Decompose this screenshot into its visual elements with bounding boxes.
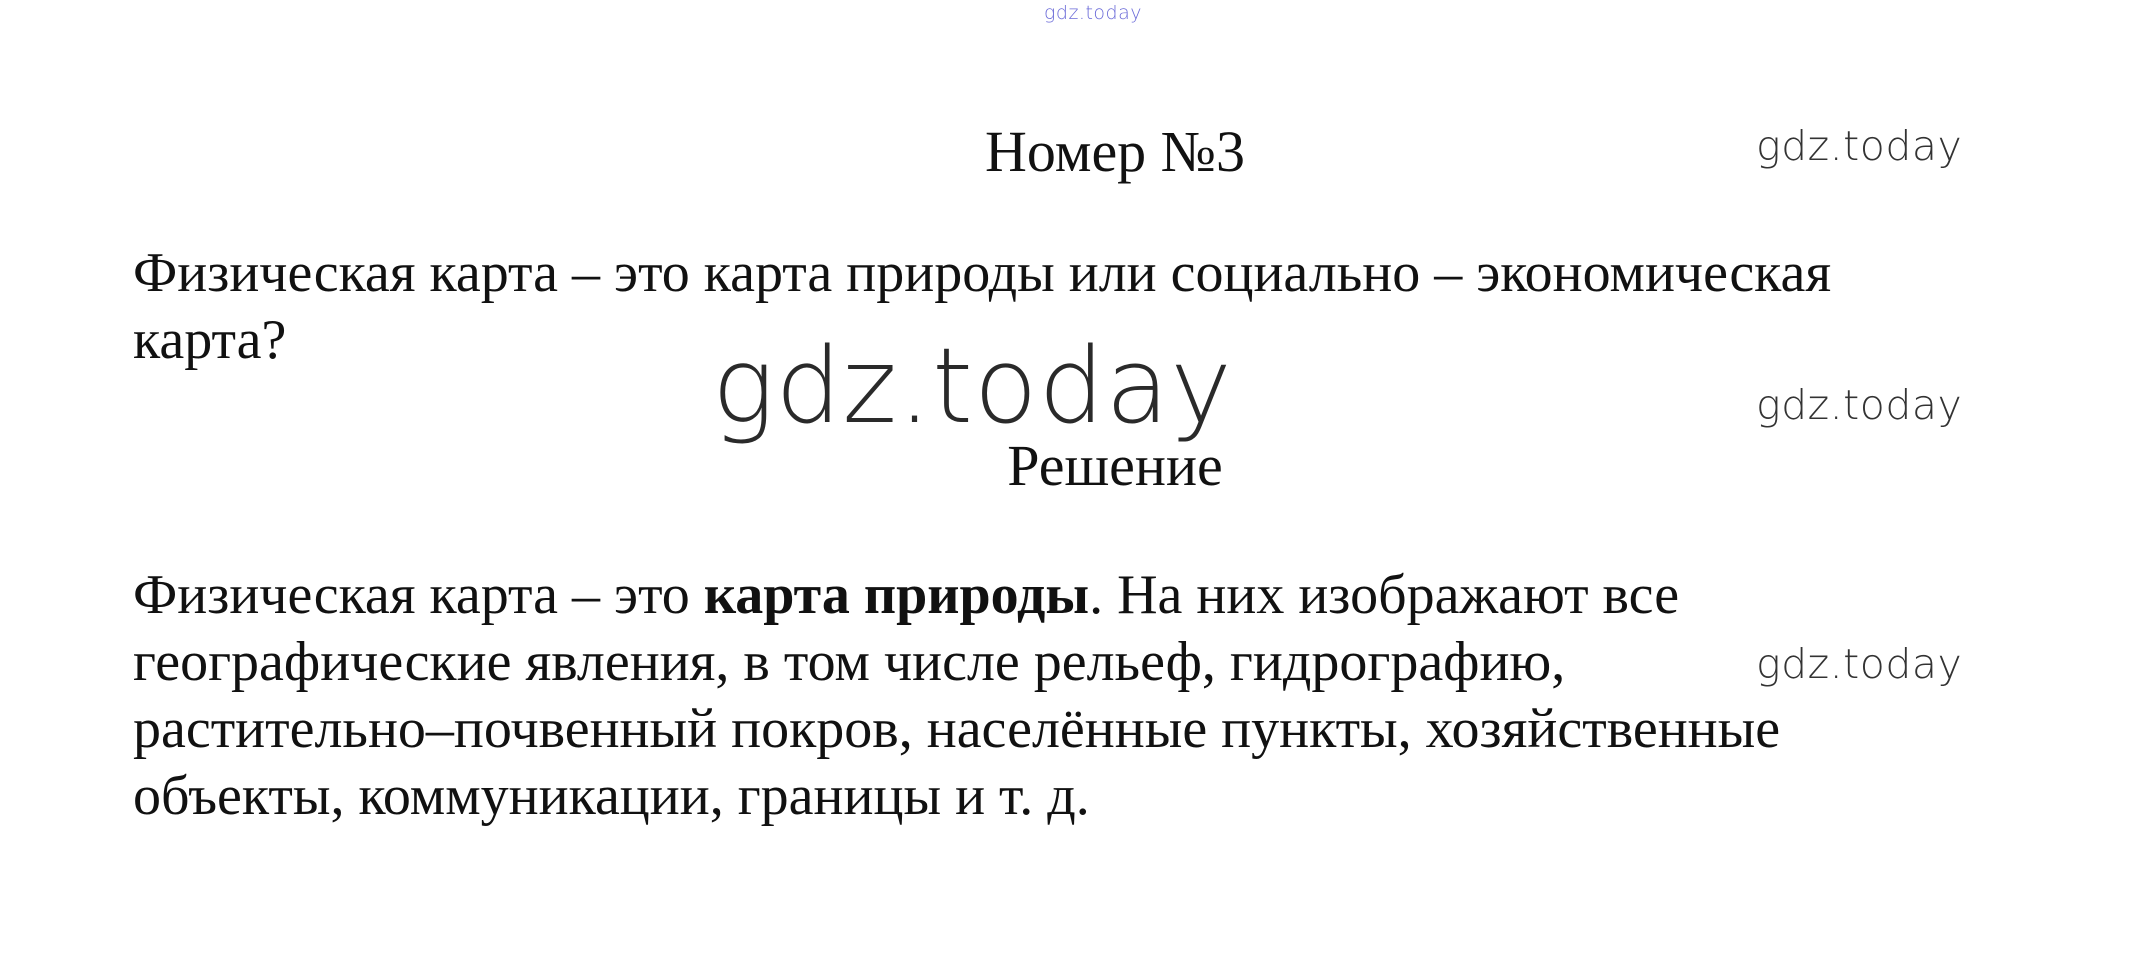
answer-line-1: [133, 562, 2033, 629]
answer-line-3: растительно–почвенный покров, населённые пункты, хозяйственные: [133, 698, 1781, 760]
side-watermark-1: gdz.today: [1756, 122, 1963, 170]
answer-line-1-start: Физическая карта – это: [133, 564, 704, 626]
answer-text: [133, 562, 2033, 830]
answer-line-4: объекты, коммуникации, границы и т. д.: [133, 765, 1090, 827]
center-watermark: gdz.today: [712, 325, 1233, 447]
problem-title: Номер №3: [984, 119, 1246, 184]
question-line-1: Физическая карта – это карта природы или социально – экономическая: [133, 242, 1832, 304]
side-watermark-3: gdz.today: [1756, 640, 1963, 688]
answer-line-2: географические явления, в том числе рельеф, гидрографию,: [133, 631, 1566, 693]
answer-line-1-bold: карта природы: [703, 564, 1090, 626]
question-line-2: карта?: [133, 309, 287, 371]
top-watermark: gdz.today: [1044, 2, 1142, 24]
answer-line-1-end: . На них изображают все: [1089, 564, 1680, 626]
solution-heading: Решение: [1007, 433, 1223, 498]
side-watermark-2: gdz.today: [1756, 381, 1963, 429]
